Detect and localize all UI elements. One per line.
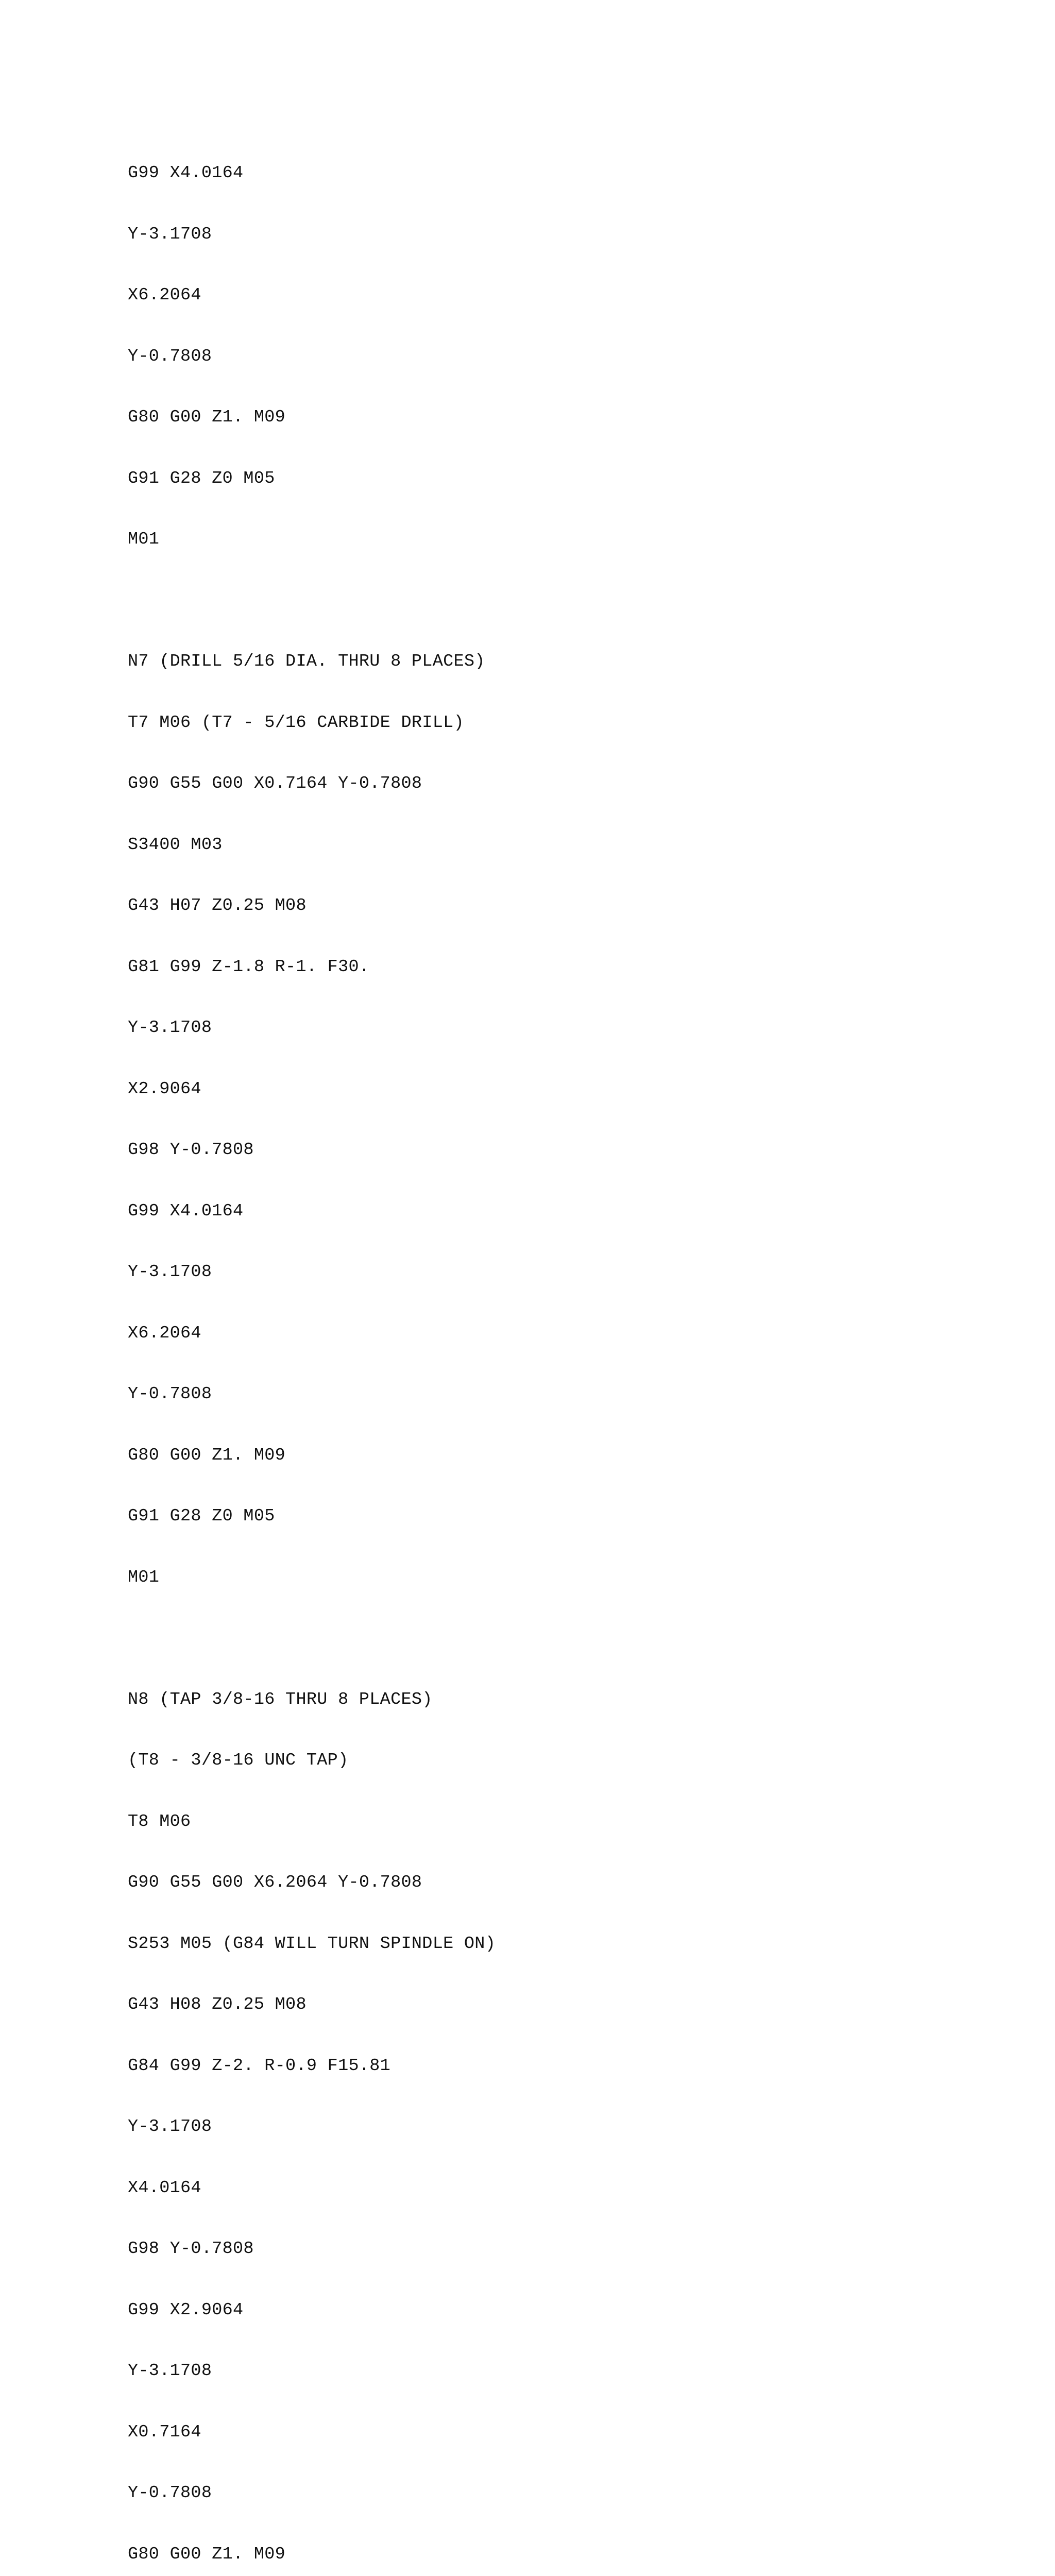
code-line: G81 G99 Z-1.8 R-1. F30. [128,957,370,977]
code-line: Y-0.7808 [128,346,212,366]
code-line: G98 Y-0.7808 [128,2239,254,2259]
code-line: G80 G00 Z1. M09 [128,2544,286,2564]
code-line: N7 (DRILL 5/16 DIA. THRU 8 PLACES) [128,652,485,671]
blank-line [128,1629,1003,1649]
code-line: G80 G00 Z1. M09 [128,408,286,427]
code-line: T7 M06 (T7 - 5/16 CARBIDE DRILL) [128,713,464,733]
code-line: G91 G28 Z0 M05 [128,1506,275,1526]
code-line: G90 G55 G00 X6.2064 Y-0.7808 [128,1873,422,1892]
code-line: (T8 - 3/8-16 UNC TAP) [128,1751,349,1770]
code-line: Y-0.7808 [128,2483,212,2503]
code-line: Y-0.7808 [128,1384,212,1404]
code-line: G84 G99 Z-2. R-0.9 F15.81 [128,2056,391,2076]
code-line: G98 Y-0.7808 [128,1140,254,1160]
code-line: Y-3.1708 [128,1262,212,1282]
code-line: G80 G00 Z1. M09 [128,1445,286,1465]
code-line: X0.7164 [128,2422,201,2442]
code-line: G43 H08 Z0.25 M08 [128,1995,307,2014]
code-line: G90 G55 G00 X0.7164 Y-0.7808 [128,774,422,793]
gcode-listing [128,123,1003,2576]
code-line: G99 X4.0164 [128,163,244,183]
code-line: G99 X2.9064 [128,2300,244,2320]
code-line: N8 (TAP 3/8-16 THRU 8 PLACES) [128,1689,433,1709]
code-line: G99 X4.0164 [128,1201,244,1221]
code-line: G43 H07 Z0.25 M08 [128,896,307,916]
code-line: Y-3.1708 [128,2117,212,2137]
code-line: X6.2064 [128,285,201,305]
code-line: Y-3.1708 [128,224,212,244]
code-line: M01 [128,1567,160,1587]
code-line: X2.9064 [128,1079,201,1099]
code-line: T8 M06 [128,1811,191,1832]
code-line: Y-3.1708 [128,2361,212,2381]
code-line: Y-3.1708 [128,1018,212,1038]
code-line: S253 M05 (G84 WILL TURN SPINDLE ON) [128,1934,496,1954]
code-line: G91 G28 Z0 M05 [128,468,275,488]
code-line: S3400 M03 [128,835,223,855]
code-line: M01 [128,530,160,549]
code-line: X4.0164 [128,2178,201,2198]
code-line: X6.2064 [128,1323,201,1343]
blank-line [128,591,1003,612]
